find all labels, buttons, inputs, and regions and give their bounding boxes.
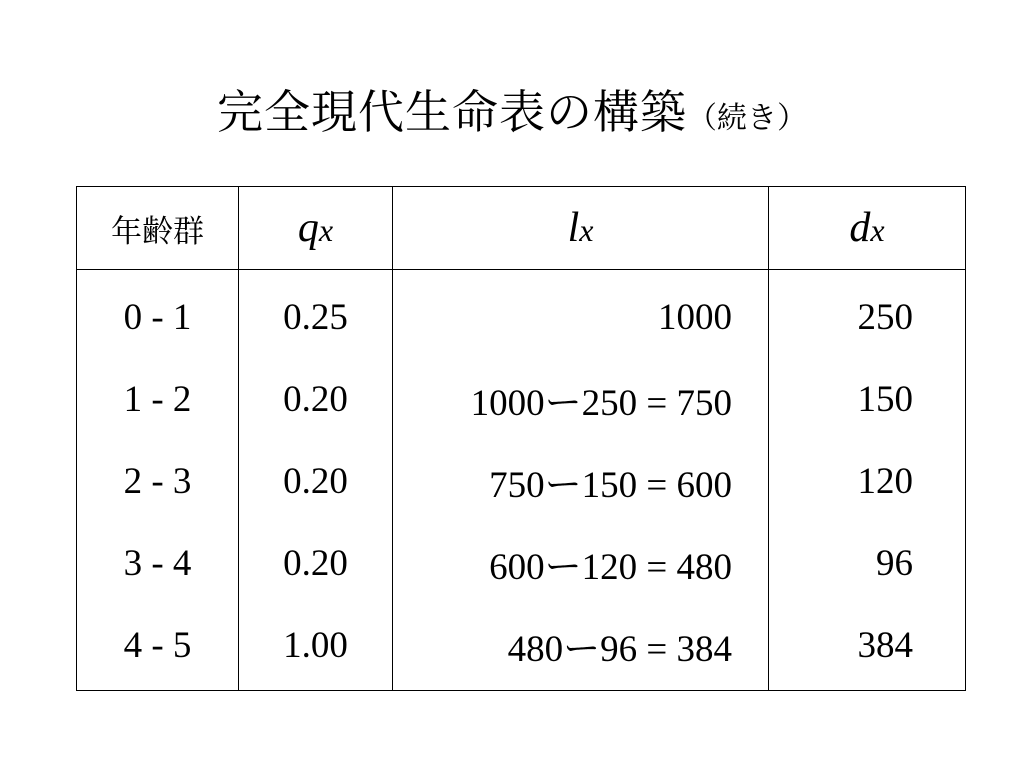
table-row [77,358,966,440]
header-qx [239,187,393,270]
header-lx-sub: x [579,212,594,248]
table-row [77,270,966,359]
header-age-group: 年齢群 [77,187,239,270]
cell-dx: 120 [769,440,966,522]
cell-age: 0 - 1 [77,270,239,359]
header-dx-sub: x [870,212,885,248]
cell-lx: 750ー150 = 600 [393,440,769,522]
header-dx [769,187,966,270]
cell-qx: 0.25 [239,270,393,359]
cell-lx: 600ー120 = 480 [393,522,769,604]
life-table [76,186,966,691]
title-sub: （続き） [687,101,807,136]
cell-lx: 480ー96 = 384 [393,604,769,691]
cell-dx: 150 [769,358,966,440]
cell-dx: 384 [769,604,966,691]
cell-dx: 250 [769,270,966,359]
cell-lx: 1000 [393,270,769,359]
title-main: 完全現代生命表の構築 [217,85,687,139]
header-qx-sub: x [318,212,334,248]
slide-title [0,82,1024,149]
table-header-row [77,187,966,270]
cell-age: 3 - 4 [77,522,239,604]
table-row [77,440,966,522]
table-row [77,522,966,604]
cell-age: 1 - 2 [77,358,239,440]
table-row [77,604,966,691]
cell-qx: 0.20 [239,522,393,604]
cell-qx: 1.00 [239,604,393,691]
header-qx-base: q [297,205,319,251]
cell-lx: 1000ー250 = 750 [393,358,769,440]
cell-qx: 0.20 [239,440,393,522]
header-dx-base: d [849,205,871,251]
cell-age: 4 - 5 [77,604,239,691]
cell-age: 2 - 3 [77,440,239,522]
cell-qx: 0.20 [239,358,393,440]
cell-dx: 96 [769,522,966,604]
header-lx [393,187,769,270]
header-lx-base: l [567,205,580,251]
